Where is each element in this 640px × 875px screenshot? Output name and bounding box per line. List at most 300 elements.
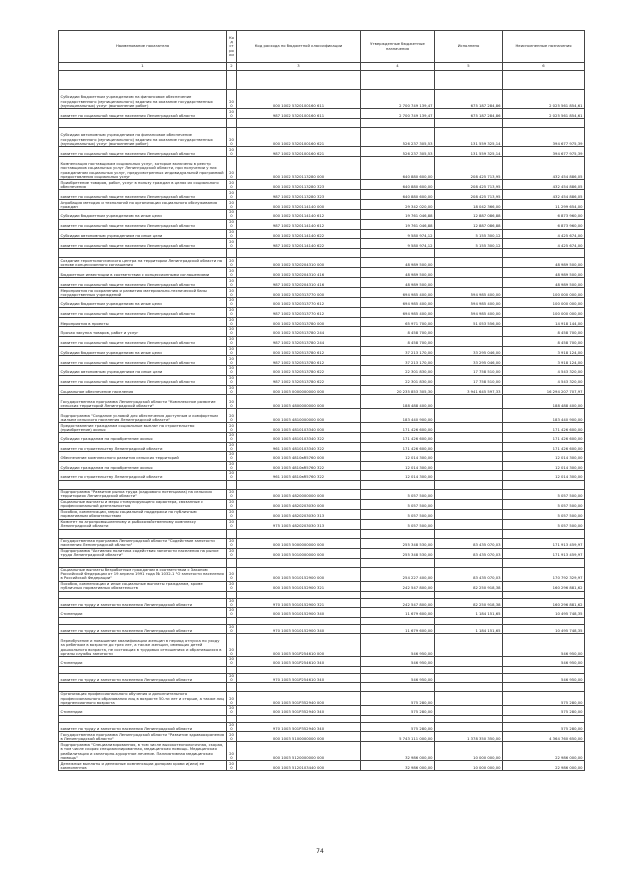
row-name: комитет по труду и занятости населения Ленинградской области [59, 598, 227, 608]
row-approved-amount: 526 237 305,53 [361, 128, 435, 147]
column-number-row [59, 63, 585, 71]
row-unexecuted-amount [503, 480, 585, 489]
row-unexecuted-amount [503, 249, 585, 258]
row-name: Прочая закупка товаров, работ и услуг [59, 327, 227, 337]
row-unexecuted-amount: 170 792 329,97 [503, 567, 585, 581]
row-unexecuted-amount: 4 425 674,00 [503, 239, 585, 249]
table-row [59, 489, 585, 499]
row-name: Субсидии автономным учреждениям на финансовое обеспечение государственного (муниципального) задания на оказание государственных (муниципальных) услуг (выполнение работ) [59, 128, 227, 147]
row-line-code: 200 [227, 722, 237, 732]
row-executed-amount [435, 442, 503, 452]
row-approved-amount: 694 985 400,00 [361, 298, 435, 308]
row-line-code: 200 [227, 395, 237, 409]
row-line-code: 200 [227, 210, 237, 220]
row-approved-amount: 694 985 400,00 [361, 307, 435, 317]
table-row [59, 657, 585, 667]
row-approved-amount: 575 280,00 [361, 692, 435, 706]
row-name: Социальное обеспечение населения [59, 385, 227, 395]
row-approved-amount: 575 280,00 [361, 722, 435, 732]
row-approved-amount: 188 488 400,00 [361, 395, 435, 409]
row-name: комитет по труду и занятости населения Ленинградской области [59, 673, 227, 683]
row-executed-amount [435, 591, 503, 598]
row-line-code [227, 666, 237, 673]
row-line-code [227, 480, 237, 489]
row-executed-amount [435, 558, 503, 567]
table-row [59, 239, 585, 249]
row-unexecuted-amount: 5 057 500,00 [503, 499, 585, 509]
row-name: Пособия, компенсации, меры социальной поддержки по публичным нормативным обязательствам [59, 509, 227, 519]
row-line-code [227, 71, 237, 90]
row-name [59, 715, 227, 722]
header-executed: Исполнено [435, 31, 503, 63]
row-approved-amount: 65 971 700,00 [361, 317, 435, 327]
row-classification-code: 000 1003 5120000000 000 [237, 742, 361, 761]
row-approved-amount: 242 547 800,00 [361, 598, 435, 608]
row-unexecuted-amount: 12 014 300,00 [503, 471, 585, 481]
row-unexecuted-amount: 171 913 459,97 [503, 538, 585, 548]
row-unexecuted-amount: 10 495 748,35 [503, 608, 585, 618]
row-approved-amount [361, 249, 435, 258]
table-row [59, 558, 585, 567]
row-approved-amount: 242 547 800,00 [361, 581, 435, 591]
row-line-code: 200 [227, 190, 237, 200]
row-classification-code: 970 1003 501P352940 340 [237, 722, 361, 732]
row-line-code: 200 [227, 608, 237, 618]
row-line-code: 200 [227, 706, 237, 716]
row-executed-amount: 594 985 400,00 [435, 288, 503, 298]
row-name: Субсидии бюджетным учреждениям на иные цели [59, 210, 227, 220]
row-name: Субсидии бюджетным учреждениям на финансовое обеспечение государственного (муниципального) задания на оказание государственных (муниципальных) услуг (выполнение работ) [59, 90, 227, 109]
row-name: Подпрограмма "Активная политика содействия занятости населения на рынке труда Ленинградской области" [59, 548, 227, 558]
row-name: комитет по строительству Ленинградской области [59, 442, 227, 452]
row-name: Социальные выплаты безработным гражданам в соответствии с Законом Российской Федерации от 19 апреля 1991 года № 1032-1 "О занятости населения в Российской Федерации" [59, 567, 227, 581]
row-name: Мероприятия в проекты [59, 317, 227, 327]
row-executed-amount: 83 435 070,03 [435, 567, 503, 581]
row-line-code: 200 [227, 109, 237, 119]
row-name: Мероприятия по сохранению и развитию материально-технической базы государственных учреждений [59, 288, 227, 298]
row-classification-code: 000 1002 5320513780 244 [237, 327, 361, 337]
table-row [59, 608, 585, 618]
row-unexecuted-amount: 4 543 320,00 [503, 375, 585, 385]
row-executed-amount: 1 184 151,65 [435, 624, 503, 634]
row-line-code: 200 [227, 157, 237, 180]
row-unexecuted-amount: 14 918 144,00 [503, 317, 585, 327]
row-name: Государственная программа Ленинградской области "Содействие занятости населения Ленинградской области" [59, 538, 227, 548]
table-row [59, 442, 585, 452]
row-executed-amount: 33 295 046,00 [435, 356, 503, 366]
row-classification-code: 000 1003 4810103340 000 [237, 423, 361, 433]
table-row [59, 336, 585, 346]
row-classification-code [237, 591, 361, 598]
row-unexecuted-amount: 100 000 000,00 [503, 288, 585, 298]
table-row [59, 548, 585, 558]
row-approved-amount: 12 014 300,00 [361, 452, 435, 462]
row-unexecuted-amount: 8 458 700,00 [503, 336, 585, 346]
row-classification-code: 961 1003 4810вR5760 322 [237, 471, 361, 481]
row-classification-code: 000 1002 5320204310 416 [237, 268, 361, 278]
row-executed-amount [435, 706, 503, 716]
row-unexecuted-amount: 546 950,00 [503, 634, 585, 657]
row-unexecuted-amount [503, 715, 585, 722]
row-executed-amount: 83 435 070,03 [435, 548, 503, 558]
row-line-code: 200 [227, 90, 237, 109]
row-unexecuted-amount: 171 426 600,00 [503, 433, 585, 443]
row-classification-code [237, 529, 361, 538]
row-name [59, 480, 227, 489]
row-executed-amount [435, 471, 503, 481]
row-approved-amount [361, 683, 435, 692]
row-line-code [227, 529, 237, 538]
row-executed-amount [435, 673, 503, 683]
row-classification-code: 000 1003 5120103440 000 [237, 761, 361, 771]
table-row [59, 268, 585, 278]
row-line-code [227, 617, 237, 624]
row-classification-code: 975 1003 4820203030 313 [237, 519, 361, 529]
row-name: Организация профессионального обучения и дополнительного профессионального образования лиц в возрасте 50-ти лет и старше, а также лиц предпенсионного возраста [59, 692, 227, 706]
row-classification-code [237, 119, 361, 128]
row-executed-amount: 594 985 400,00 [435, 307, 503, 317]
row-executed-amount [435, 433, 503, 443]
row-classification-code: 000 1002 5320100160 621 [237, 128, 361, 147]
table-row [59, 538, 585, 548]
row-classification-code: 000 1002 5320114140 000 [237, 200, 361, 210]
table-row [59, 715, 585, 722]
row-classification-code: 987 1002 5320313770 612 [237, 307, 361, 317]
table-header-row [59, 31, 585, 63]
table-row [59, 210, 585, 220]
row-approved-amount: 5 057 500,00 [361, 499, 435, 509]
row-approved-amount: 37 213 170,00 [361, 356, 435, 366]
table-row [59, 219, 585, 229]
table-row [59, 598, 585, 608]
row-name: комитет по социальной защите населения Ленинградской области [59, 307, 227, 317]
table-row [59, 480, 585, 489]
row-approved-amount [361, 666, 435, 673]
row-line-code: 200 [227, 732, 237, 742]
row-classification-code [237, 71, 361, 90]
row-executed-amount [435, 657, 503, 667]
row-approved-amount [361, 71, 435, 90]
table-body [59, 71, 585, 771]
row-name [59, 249, 227, 258]
row-classification-code: 000 1003 4810вR5760 322 [237, 461, 361, 471]
row-name [59, 529, 227, 538]
row-classification-code: 000 1002 5320113280 000 [237, 157, 361, 180]
row-approved-amount [361, 119, 435, 128]
row-classification-code: 000 1003 4800000000 000 [237, 395, 361, 409]
row-name: Субсидии бюджетным учреждениям на иные цели [59, 298, 227, 308]
row-line-code [227, 249, 237, 258]
row-classification-code: 987 1002 5320204310 416 [237, 278, 361, 288]
table-row [59, 706, 585, 716]
row-classification-code: 000 1003 0000000000 000 [237, 385, 361, 395]
row-executed-amount: 1 378 350 350,00 [435, 732, 503, 742]
table-row [59, 298, 585, 308]
row-classification-code: 970 1003 5010152900 321 [237, 598, 361, 608]
row-unexecuted-amount: 546 950,00 [503, 657, 585, 667]
row-classification-code: 000 1002 5320313770 612 [237, 298, 361, 308]
row-executed-amount: 3 941 645 597,33 [435, 385, 503, 395]
row-approved-amount: 694 985 400,00 [361, 288, 435, 298]
row-line-code: 200 [227, 499, 237, 509]
row-executed-amount: 82 250 918,38 [435, 598, 503, 608]
row-name: комитет по труду и занятости населения Ленинградской области [59, 722, 227, 732]
row-executed-amount: 208 425 713,95 [435, 190, 503, 200]
row-executed-amount [435, 715, 503, 722]
row-unexecuted-amount: 160 296 881,62 [503, 581, 585, 591]
row-approved-amount [361, 480, 435, 489]
table-row [59, 157, 585, 180]
row-line-code: 200 [227, 258, 237, 268]
row-approved-amount: 48 989 500,00 [361, 268, 435, 278]
table-row [59, 71, 585, 90]
row-unexecuted-amount: 12 014 300,00 [503, 452, 585, 462]
table-row [59, 409, 585, 423]
row-line-code: 200 [227, 366, 237, 376]
report-page [58, 30, 584, 771]
budget-execution-table [58, 30, 585, 771]
row-executed-amount: 208 425 713,95 [435, 157, 503, 180]
row-executed-amount: 83 435 070,03 [435, 538, 503, 548]
row-unexecuted-amount: 16 294 207 707,97 [503, 385, 585, 395]
row-unexecuted-amount: 4 543 320,00 [503, 366, 585, 376]
row-line-code: 200 [227, 375, 237, 385]
row-approved-amount: 5 057 500,00 [361, 519, 435, 529]
row-approved-amount: 11 679 600,00 [361, 608, 435, 618]
row-unexecuted-amount: 171 913 459,97 [503, 548, 585, 558]
table-row [59, 258, 585, 268]
row-classification-code: 000 1002 5320313770 000 [237, 288, 361, 298]
row-unexecuted-amount: 432 454 886,05 [503, 157, 585, 180]
table-row [59, 509, 585, 519]
row-line-code [227, 683, 237, 692]
table-row [59, 673, 585, 683]
row-unexecuted-amount: 2 025 561 854,61 [503, 109, 585, 119]
row-unexecuted-amount: 432 454 886,05 [503, 190, 585, 200]
row-unexecuted-amount: 3 918 124,00 [503, 346, 585, 356]
row-name: Апробация методик и технологий по организации социального обслуживания граждан [59, 200, 227, 210]
row-unexecuted-amount: 22 986 000,00 [503, 742, 585, 761]
row-approved-amount: 48 989 500,00 [361, 278, 435, 288]
row-approved-amount: 640 880 600,00 [361, 190, 435, 200]
row-name: комитет по социальной защите населения Ленинградской области [59, 356, 227, 366]
row-classification-code: 000 1003 501P352940 000 [237, 692, 361, 706]
row-name: комитет по социальной защите населения Ленинградской области [59, 219, 227, 229]
table-row [59, 147, 585, 157]
row-name: Подпрограмма "Развитие рынка труда (кадрового потенциала) на сельских территориях Ленинградской области" [59, 489, 227, 499]
header-approved: Утвержденные бюджетные назначения [361, 31, 435, 63]
table-row [59, 591, 585, 598]
row-line-code: 200 [227, 147, 237, 157]
row-line-code: 200 [227, 548, 237, 558]
row-executed-amount [435, 268, 503, 278]
row-executed-amount: 208 425 713,95 [435, 180, 503, 190]
row-name [59, 666, 227, 673]
row-executed-amount: 10 000 000,00 [435, 761, 503, 771]
row-unexecuted-amount [503, 529, 585, 538]
table-row [59, 128, 585, 147]
row-executed-amount [435, 336, 503, 346]
column-number: 2 [227, 63, 237, 71]
row-approved-amount: 22 301 830,00 [361, 366, 435, 376]
row-approved-amount: 32 986 000,00 [361, 761, 435, 771]
row-unexecuted-amount: 48 989 500,00 [503, 278, 585, 288]
row-executed-amount: 17 758 510,00 [435, 366, 503, 376]
table-row [59, 742, 585, 761]
row-approved-amount [361, 529, 435, 538]
row-unexecuted-amount: 48 989 500,00 [503, 268, 585, 278]
table-row [59, 249, 585, 258]
row-classification-code: 000 1002 5320114140 612 [237, 210, 361, 220]
row-executed-amount: 675 187 284,86 [435, 109, 503, 119]
row-executed-amount [435, 519, 503, 529]
row-classification-code [237, 249, 361, 258]
table-row [59, 567, 585, 581]
row-executed-amount [435, 489, 503, 499]
header-name: Наименование показателя [59, 31, 227, 63]
row-line-code: 200 [227, 128, 237, 147]
row-line-code: 200 [227, 519, 237, 529]
row-name [59, 683, 227, 692]
row-line-code: 200 [227, 268, 237, 278]
row-approved-amount: 171 426 600,00 [361, 442, 435, 452]
row-executed-amount: 12 887 086,88 [435, 219, 503, 229]
row-approved-amount: 171 426 600,00 [361, 433, 435, 443]
row-unexecuted-amount: 6 873 960,00 [503, 219, 585, 229]
row-executed-amount [435, 683, 503, 692]
row-unexecuted-amount: 575 280,00 [503, 692, 585, 706]
row-line-code: 200 [227, 657, 237, 667]
table-row [59, 395, 585, 409]
row-unexecuted-amount: 432 454 886,05 [503, 180, 585, 190]
row-line-code: 200 [227, 200, 237, 210]
header-line-code: Код стро ки [227, 31, 237, 63]
table-row [59, 519, 585, 529]
row-unexecuted-amount: 5 057 500,00 [503, 509, 585, 519]
row-unexecuted-amount [503, 558, 585, 567]
row-unexecuted-amount [503, 591, 585, 598]
row-approved-amount: 5 743 111 000,00 [361, 732, 435, 742]
row-name [59, 617, 227, 624]
row-line-code: 200 [227, 442, 237, 452]
row-approved-amount: 171 426 600,00 [361, 423, 435, 433]
row-line-code: 200 [227, 673, 237, 683]
page-number: 74 [316, 848, 324, 855]
row-classification-code: 000 1002 5320114140 622 [237, 229, 361, 239]
row-approved-amount: 20 235 853 305,30 [361, 385, 435, 395]
row-line-code: 200 [227, 336, 237, 346]
row-classification-code: 000 1003 5010152900 321 [237, 581, 361, 591]
row-line-code: 200 [227, 229, 237, 239]
row-name [59, 558, 227, 567]
table-row [59, 732, 585, 742]
row-unexecuted-amount: 5 057 500,00 [503, 489, 585, 499]
row-executed-amount: 12 887 086,88 [435, 210, 503, 220]
row-approved-amount: 19 761 046,88 [361, 210, 435, 220]
row-approved-amount: 22 301 830,00 [361, 375, 435, 385]
row-name: Стипендии [59, 706, 227, 716]
row-classification-code: 987 1002 5320114140 612 [237, 219, 361, 229]
row-name: комитет по социальной защите населения Ленинградской области [59, 190, 227, 200]
row-executed-amount [435, 249, 503, 258]
row-unexecuted-amount: 394 677 975,39 [503, 147, 585, 157]
row-unexecuted-amount: 575 280,00 [503, 722, 585, 732]
row-name: комитет по социальной защите населения Ленинградской области [59, 336, 227, 346]
header-unexecuted: Неисполненные назначения [503, 31, 585, 63]
row-classification-code: 987 1002 5320513780 622 [237, 375, 361, 385]
row-unexecuted-amount: 546 950,00 [503, 673, 585, 683]
table-row [59, 90, 585, 109]
row-approved-amount [361, 715, 435, 722]
row-unexecuted-amount [503, 666, 585, 673]
row-name: комитет по социальной защите населения Ленинградской области [59, 147, 227, 157]
row-approved-amount: 526 237 305,53 [361, 147, 435, 157]
row-approved-amount: 5 057 500,00 [361, 509, 435, 519]
row-name: Приобретение товаров, работ, услуг в пользу граждан в целях их социального обеспечения [59, 180, 227, 190]
row-line-code: 200 [227, 761, 237, 771]
row-unexecuted-amount [503, 617, 585, 624]
row-approved-amount: 5 057 500,00 [361, 489, 435, 499]
row-name: Пособия, компенсации и иные социальные выплаты гражданам, кроме публичных нормативных обязательств [59, 581, 227, 591]
row-name [59, 119, 227, 128]
row-name: Бюджетные инвестиции в соответствии с концессионными соглашениями [59, 268, 227, 278]
row-approved-amount [361, 558, 435, 567]
table-row [59, 499, 585, 509]
row-name: комитет по социальной защите населения Ленинградской области [59, 278, 227, 288]
row-unexecuted-amount: 8 458 700,00 [503, 327, 585, 337]
row-classification-code [237, 715, 361, 722]
row-unexecuted-amount: 575 280,00 [503, 706, 585, 716]
row-classification-code: 000 1003 501P254610 340 [237, 657, 361, 667]
row-executed-amount: 131 559 325,14 [435, 128, 503, 147]
row-unexecuted-amount: 188 488 400,00 [503, 395, 585, 409]
column-number: 6 [503, 63, 585, 71]
row-executed-amount [435, 452, 503, 462]
row-line-code: 200 [227, 742, 237, 761]
row-line-code: 200 [227, 307, 237, 317]
table-row [59, 356, 585, 366]
row-unexecuted-amount: 12 014 300,00 [503, 461, 585, 471]
row-name: Субсидии бюджетным учреждениям на иные цели [59, 346, 227, 356]
row-approved-amount: 2 700 749 139,47 [361, 90, 435, 109]
row-classification-code: 000 1003 5010000000 000 [237, 548, 361, 558]
row-line-code [227, 715, 237, 722]
row-unexecuted-amount: 4 364 760 650,00 [503, 732, 585, 742]
row-executed-amount [435, 529, 503, 538]
row-classification-code [237, 683, 361, 692]
row-unexecuted-amount [503, 71, 585, 90]
row-classification-code: 000 1003 501P254610 000 [237, 634, 361, 657]
row-approved-amount: 37 213 170,00 [361, 346, 435, 356]
table-row [59, 471, 585, 481]
table-row [59, 109, 585, 119]
row-name: Стипендии [59, 657, 227, 667]
table-row [59, 278, 585, 288]
row-executed-amount: 51 053 556,00 [435, 317, 503, 327]
row-line-code: 200 [227, 509, 237, 519]
row-name: Подпрограмма "Создание условий для обеспечения доступным и комфортным жильем сельского населения Ленинградской области" [59, 409, 227, 423]
row-line-code [227, 558, 237, 567]
row-line-code: 200 [227, 624, 237, 634]
row-unexecuted-amount: 10 495 748,35 [503, 624, 585, 634]
table-row [59, 666, 585, 673]
row-line-code: 200 [227, 538, 237, 548]
row-name: Субсидии автономным учреждениям на иные цели [59, 366, 227, 376]
row-line-code: 200 [227, 409, 237, 423]
table-row [59, 375, 585, 385]
row-line-code: 200 [227, 180, 237, 190]
row-classification-code: 000 1002 5320513780 622 [237, 366, 361, 376]
